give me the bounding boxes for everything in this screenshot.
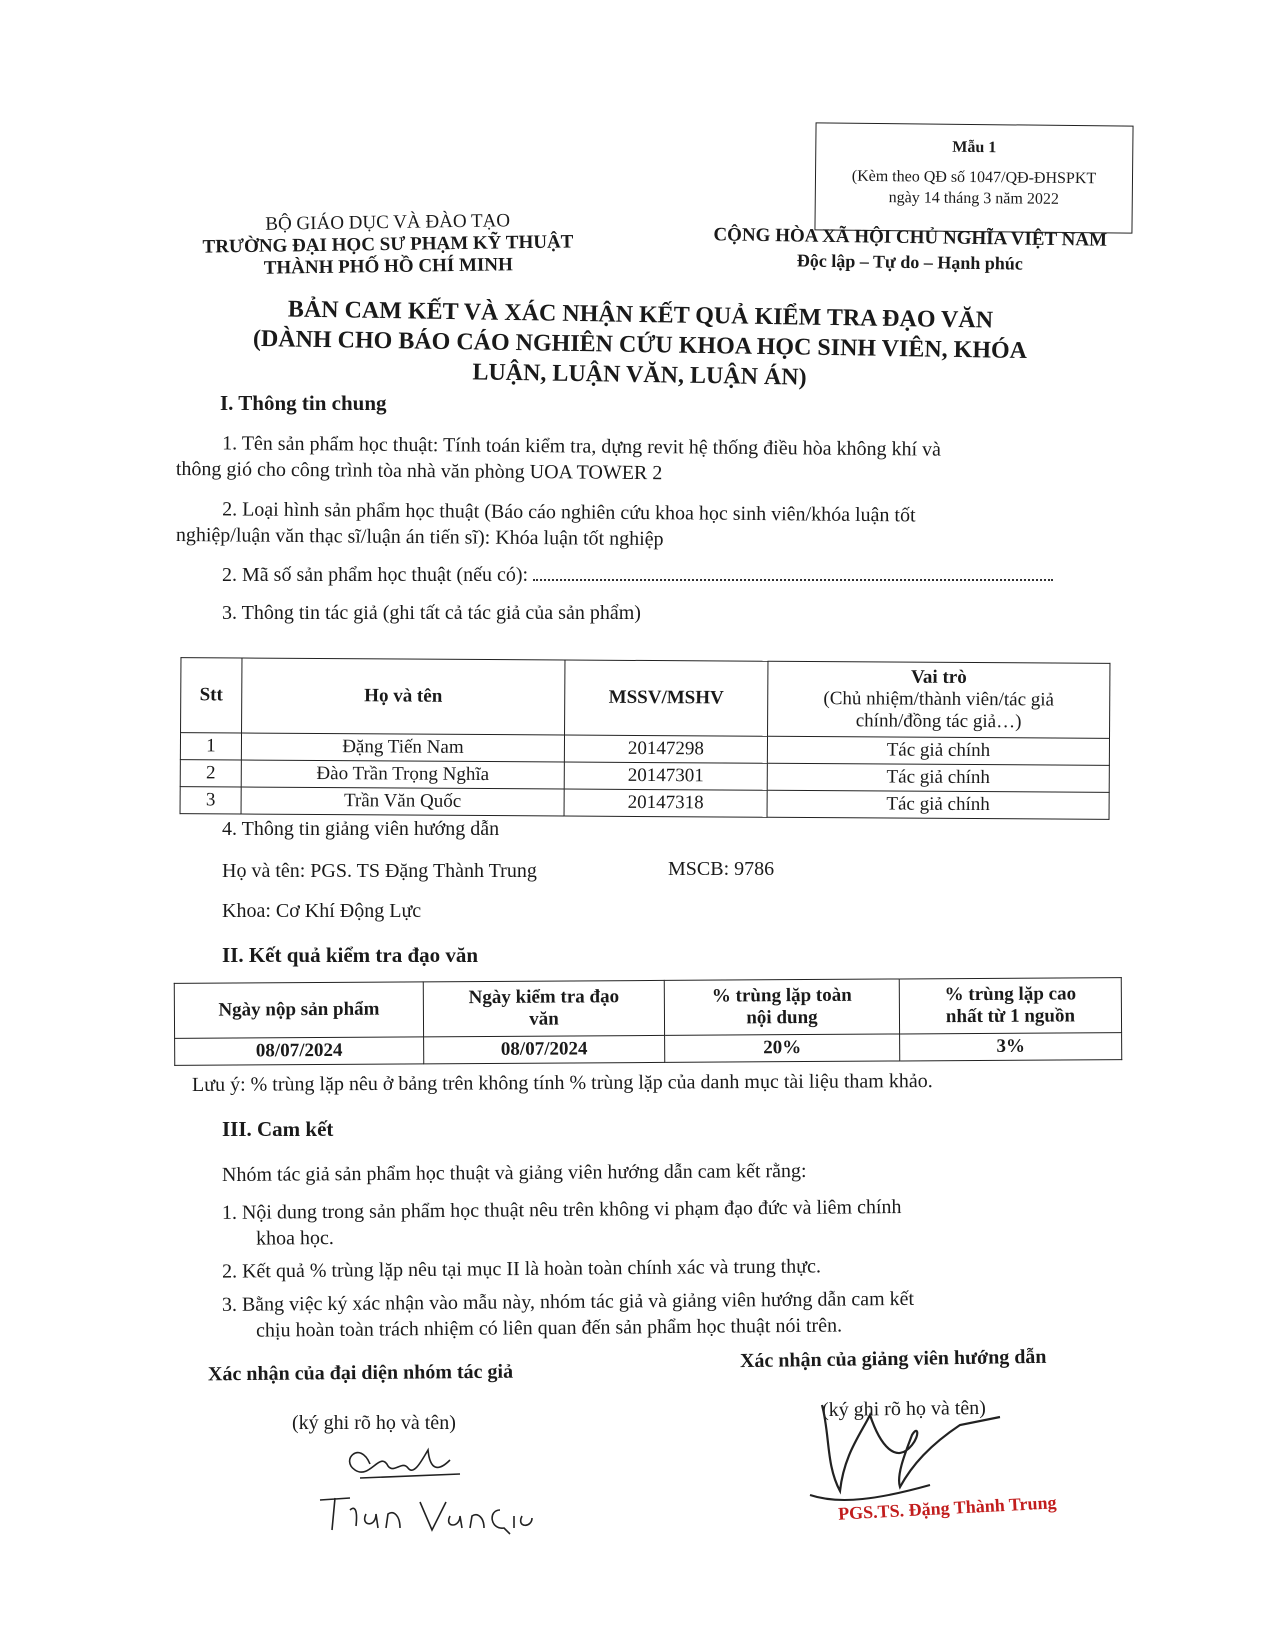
country-name: CỘNG HÒA XÃ HỘI CHỦ NGHĨA VIỆT NAM <box>713 224 1108 251</box>
item-product-code-label: 2. Mã số sản phẩm học thuật (nếu có): <box>222 564 529 586</box>
advisor-name: Họ và tên: PGS. TS Đặng Thành Trung <box>222 860 537 882</box>
section-2-heading: II. Kết quả kiểm tra đạo văn <box>222 943 479 967</box>
item-product-type-line-1: 2. Loại hình sản phẩm học thuật (Báo cáo nghiên cứu khoa học sinh viên/khóa luận tốt <box>222 498 916 527</box>
section-3-heading: III. Cam kết <box>222 1117 334 1141</box>
author-role: Tác giả chính <box>767 790 1109 819</box>
header-student-id: MSSV/MSHV <box>565 660 768 736</box>
advisor-signature-icon <box>800 1395 1060 1505</box>
item-product-type-line-2: nghiệp/luận văn thạc sĩ/luận án tiến sĩ): Khóa luận tốt nghiệp <box>175 523 664 551</box>
city-name: THÀNH PHỐ HỒ CHÍ MINH <box>263 254 513 279</box>
header-check-date-line-2: văn <box>529 1008 559 1030</box>
result-table-header <box>174 978 1121 1039</box>
plagiarism-result-table <box>174 977 1122 1066</box>
commitment-3-line-2: chịu hoàn toàn trách nhiệm có liên quan đến sản phẩm học thuật nói trên. <box>256 1314 843 1342</box>
commitment-1-line-1: 1. Nội dung trong sản phẩm học thuật nêu trên không vi phạm đạo đức và liêm chính <box>221 1195 902 1224</box>
section-1-heading: I. Thông tin chung <box>220 391 387 415</box>
institution-header <box>168 209 609 281</box>
title-line-2: (DÀNH CHO BÁO CÁO NGHIÊN CỨU KHOA HỌC SINH VIÊN, KHÓA <box>252 325 1028 365</box>
product-code-dotted-line <box>533 565 1053 581</box>
table-row <box>180 787 1109 820</box>
authors-table <box>180 657 1111 820</box>
author-stt: 2 <box>180 760 241 787</box>
check-date: 08/07/2024 <box>424 1035 665 1063</box>
header-role <box>768 661 1110 738</box>
advisor-faculty: Khoa: Cơ Khí Động Lực <box>222 900 422 922</box>
author-signature-icon <box>310 1430 540 1540</box>
author-name: Đặng Tiến Nam <box>241 733 564 762</box>
advisor-stamp-name: PGS.TS. Đặng Thành Trung <box>837 1492 1057 1524</box>
advisor-signature-title: Xác nhận của giảng viên hướng dẫn <box>739 1345 1047 1373</box>
commitment-3 <box>222 1284 1122 1344</box>
overall-pct: 20% <box>665 1034 900 1062</box>
author-id: 20147301 <box>564 762 767 790</box>
item-product-type <box>176 496 1106 556</box>
commitment-3-line-1: 3. Bằng việc ký xác nhận vào mẫu này, nhóm tác giả và giảng viên hướng dẫn cam kết <box>221 1287 915 1316</box>
authors-table-header <box>181 658 1110 739</box>
table-row <box>175 1033 1122 1066</box>
author-id: 20147298 <box>564 735 767 763</box>
item-advisor-info: 4. Thông tin giảng viên hướng dẫn <box>222 818 500 840</box>
commitment-2: 2. Kết quả % trùng lặp nêu tại mục II là hoàn toàn chính xác và trung thực. <box>221 1255 822 1283</box>
school-name: TRƯỜNG ĐẠI HỌC SƯ PHẠM KỸ THUẬT <box>202 231 574 258</box>
plagiarism-note: Lưu ý: % trùng lặp nêu ở bảng trên không tính % trùng lặp của danh mục tài liệu tham khảo. <box>191 1070 933 1096</box>
author-role: Tác giả chính <box>767 763 1109 792</box>
header-submit-date: Ngày nộp sản phẩm <box>174 982 423 1039</box>
header-check-date-line-1: Ngày kiểm tra đạo <box>468 986 620 1009</box>
advisor-staff-id: MSCB: 9786 <box>668 858 775 880</box>
template-date: ngày 14 tháng 3 năm 2022 <box>888 189 1059 208</box>
author-role: Tác giả chính <box>767 736 1109 765</box>
header-overall-pct-line-2: nội dung <box>746 1006 818 1029</box>
header-stt: Stt <box>181 658 242 733</box>
template-reference-box <box>814 122 1133 233</box>
header-role-line-1: (Chủ nhiệm/thành viên/tác giả <box>823 688 1055 711</box>
author-name: Đào Trần Trọng Nghĩa <box>241 760 564 789</box>
item-product-name-line-2: thông gió cho công trình tòa nhà văn phòng UOA TOWER 2 <box>175 457 663 485</box>
title-line-3: LUẬN, LUẬN VĂN, LUẬN ÁN) <box>472 359 807 391</box>
author-name: Trần Văn Quốc <box>241 787 564 816</box>
author-signature-title: Xác nhận của đại diện nhóm tác giả <box>207 1360 514 1386</box>
item-product-name <box>176 430 1106 490</box>
header-role-title: Vai trò <box>910 666 967 688</box>
submit-date: 08/07/2024 <box>175 1037 424 1066</box>
header-overall-pct <box>664 979 899 1035</box>
header-max-source-pct-line-2: nhất từ 1 nguồn <box>945 1005 1076 1028</box>
header-max-source-pct-line-1: % trùng lặp cao <box>944 983 1077 1006</box>
max-source-pct: 3% <box>900 1033 1122 1061</box>
header-name: Họ và tên <box>242 658 565 735</box>
header-max-source-pct <box>899 978 1121 1034</box>
author-stt: 1 <box>180 733 241 760</box>
ministry-name: BỘ GIÁO DỤC VÀ ĐÀO TẠO <box>265 210 511 235</box>
document-title <box>179 293 1100 397</box>
item-product-name-line-1: 1. Tên sản phẩm học thuật: Tính toán kiểm tra, dựng revit hệ thống điều hòa không khí và <box>222 432 942 461</box>
commitment-1 <box>222 1192 1122 1252</box>
commitment-1-line-2: khoa học. <box>256 1226 334 1250</box>
item-author-info: 3. Thông tin tác giả (ghi tất cả tác giả của sản phẩm) <box>222 602 641 624</box>
header-overall-pct-line-1: % trùng lặp toàn <box>711 984 852 1007</box>
author-stt: 3 <box>180 787 241 814</box>
national-motto: Độc lập – Tự do – Hạnh phúc <box>796 250 1023 274</box>
author-signature-note: (ký ghi rõ họ và tên) <box>292 1412 456 1434</box>
commitment-intro: Nhóm tác giả sản phẩm học thuật và giảng viên hướng dẫn cam kết rằng: <box>221 1159 807 1187</box>
header-check-date <box>423 980 664 1036</box>
item-product-code <box>222 562 1053 588</box>
national-header <box>680 223 1141 277</box>
advisor-signature-note: (ký ghi rõ họ và tên) <box>821 1396 986 1422</box>
title-line-1: BẢN CAM KẾT VÀ XÁC NHẬN KẾT QUẢ KIỂM TRA ĐẠO VĂN <box>287 296 994 334</box>
header-role-line-2: chính/đồng tác giả…) <box>855 710 1022 733</box>
template-decision: (Kèm theo QĐ số 1047/QĐ-ĐHSPKT <box>851 167 1097 188</box>
template-title: Mẫu 1 <box>952 138 997 157</box>
author-id: 20147318 <box>564 789 767 817</box>
